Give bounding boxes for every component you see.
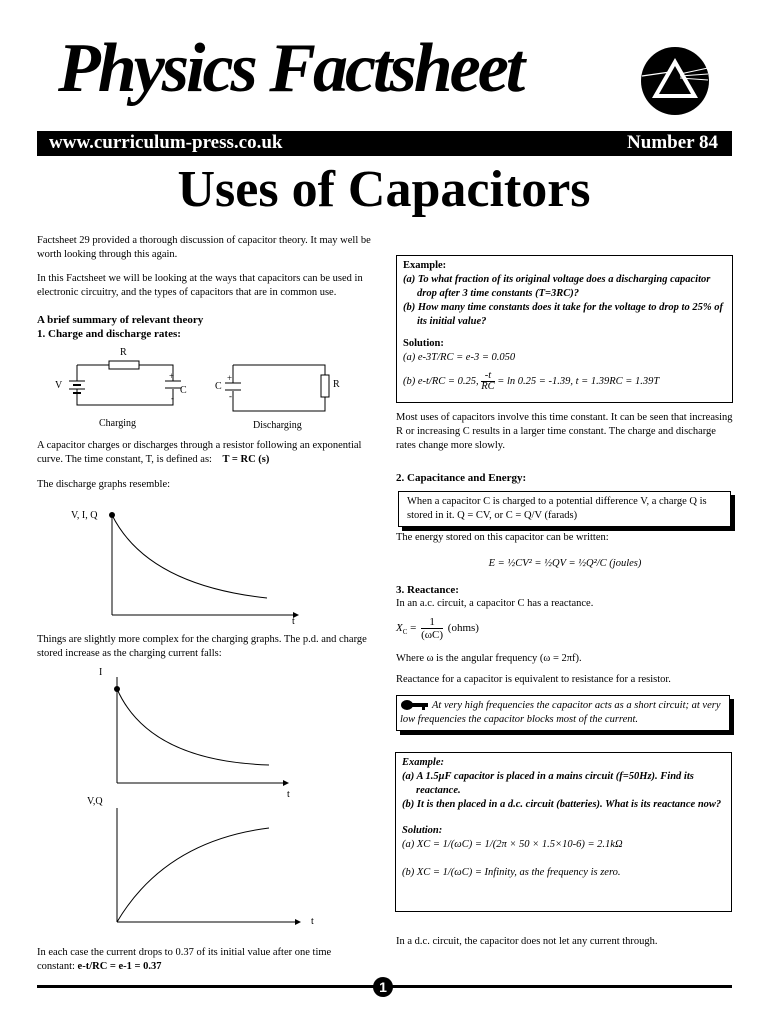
reactance-equiv: Reactance for a capacitor is equivalent to resistance for a resistor.	[396, 674, 671, 685]
reactance-formula: $X_C$ = $\frac{1}{(\omega C)}$ (ohms)	[396, 616, 479, 641]
minus-sign: -	[171, 393, 174, 403]
plus-sign: +	[227, 373, 233, 383]
reactance-intro: In an a.c. circuit, a capacitor C has a reactance.	[396, 598, 594, 609]
minus-sign: -	[229, 391, 232, 401]
graph2-ylabel: I	[99, 667, 103, 678]
circuit-label-r-left: R	[120, 347, 127, 358]
example-box-2	[395, 752, 732, 912]
example2-solution-a: (a) XC = 1/(ωC) = 1/(2π × 50 × 1.5×10-6) = 2.1kΩ	[402, 839, 623, 850]
energy-text: The energy stored on this capacitor can be written:	[396, 532, 609, 543]
intro-paragraph-1: Factsheet 29 provided a thorough discussion of capacitor theory. It may well be worth looking through this again.	[37, 235, 371, 260]
charging-voltage-graph	[37, 796, 327, 930]
circuit-label-c-right: C	[215, 381, 222, 392]
section1-heading: 1. Charge and discharge rates:	[37, 328, 181, 340]
example1-solution-a: (a) e-3T/RC = e-3 = 0.050	[403, 352, 516, 363]
intro-paragraph-2: In this Factsheet we will be looking at the ways that capacitors can be used in electronic circuitry, and the types of capacitors that are in common use.	[37, 273, 363, 298]
charging-text: Things are slightly more complex for the charging graphs. The p.d. and charge stored increase as the charging current falls:	[37, 634, 367, 659]
charging-current-graph	[37, 665, 317, 800]
graph3-ylabel: V,Q	[87, 796, 103, 807]
circuit-label-r-right: R	[333, 379, 340, 390]
circuit-diagrams	[37, 343, 357, 433]
circuit-label-v: V	[55, 380, 63, 391]
bottom-text-line2: constant: e-t/RC = e-1 = 0.37	[37, 961, 162, 972]
example1-title: Example:	[403, 260, 447, 271]
capacitance-box: When a capacitor C is charged to a potential difference V, a charge Q is stored in it. Q = CV, or C = Q/V (farads)	[398, 491, 731, 527]
site-url[interactable]: www.curriculum-press.co.uk	[49, 132, 283, 153]
energy-formula: E = ½CV² = ½QV = ½Q²/C (joules)	[488, 558, 642, 569]
charging-label: Charging	[99, 418, 137, 429]
example1-question-b: (b) How many time constants does it take for the voltage to drop to 25% of its initial value?	[403, 302, 723, 327]
summary-heading: A brief summary of relevant theory	[37, 314, 204, 326]
section2-heading: 2. Capacitance and Energy:	[396, 472, 527, 484]
graph1-ylabel: V, I, Q	[71, 510, 98, 521]
example2-solution-title: Solution:	[402, 825, 443, 836]
discharge-text: The discharge graphs resemble:	[37, 479, 171, 490]
example1-solution-title: Solution:	[403, 338, 444, 349]
issue-number: Number 84	[627, 132, 718, 153]
graph2-xlabel: t	[287, 789, 290, 800]
example-box-1	[396, 255, 733, 403]
example2-title: Example:	[402, 757, 444, 768]
prism-logo-icon	[640, 46, 710, 116]
key-point-box: At very high frequencies the capacitor acts as a short circuit; at very low frequencies the capacitor blocks most of the current.	[396, 695, 730, 731]
graph3-xlabel: t	[311, 916, 314, 927]
omega-text: Where ω is the angular frequency (ω = 2πf).	[396, 653, 582, 664]
bottom-text-line1: In each case the current drops to 0.37 of its initial value after one time	[37, 947, 332, 958]
section3-heading: 3. Reactance:	[396, 584, 459, 596]
discharge-graph	[37, 500, 317, 628]
key-icon	[400, 699, 430, 711]
example1-solution-b: (b) e-t/RC = 0.25, $\frac{-t}{RC}$ = ln 0.25 = -1.39, t = 1.39RC = 1.39T	[403, 370, 660, 392]
page-title: Uses of Capacitors	[177, 161, 591, 218]
plus-sign: +	[169, 371, 175, 381]
page-number: 1	[373, 977, 393, 997]
exponential-text: A capacitor charges or discharges through a resistor following an exponential curve. The time constant, T, is defined as: T = RC (s)	[37, 440, 362, 465]
header-bar	[37, 131, 732, 156]
dc-text: In a d.c. circuit, the capacitor does not let any current through.	[396, 936, 658, 947]
discharging-label: Discharging	[253, 420, 302, 431]
graph1-xlabel: t	[292, 616, 295, 627]
example2-solution-b: (b) XC = 1/(ωC) = Infinity, as the frequency is zero.	[402, 867, 621, 878]
time-constant-text: Most uses of capacitors involve this time constant. It can be seen that increasing R or increasing C results in a larger time constant. The charge and discharge rates change more slowly.	[396, 412, 733, 451]
example1-question-a: (a) To what fraction of its original voltage does a discharging capacitor drop after 3 time constants (T=3RC)?	[403, 274, 711, 299]
circuit-label-c-left: C	[180, 385, 187, 396]
example2-question-b: (b) It is then placed in a d.c. circuit (batteries). What is its reactance now?	[402, 799, 722, 810]
masthead-title: Physics Factsheet	[58, 30, 523, 107]
example2-question-a: (a) A 1.5μF capacitor is placed in a mains circuit (f=50Hz). Find its reactance.	[402, 771, 694, 796]
